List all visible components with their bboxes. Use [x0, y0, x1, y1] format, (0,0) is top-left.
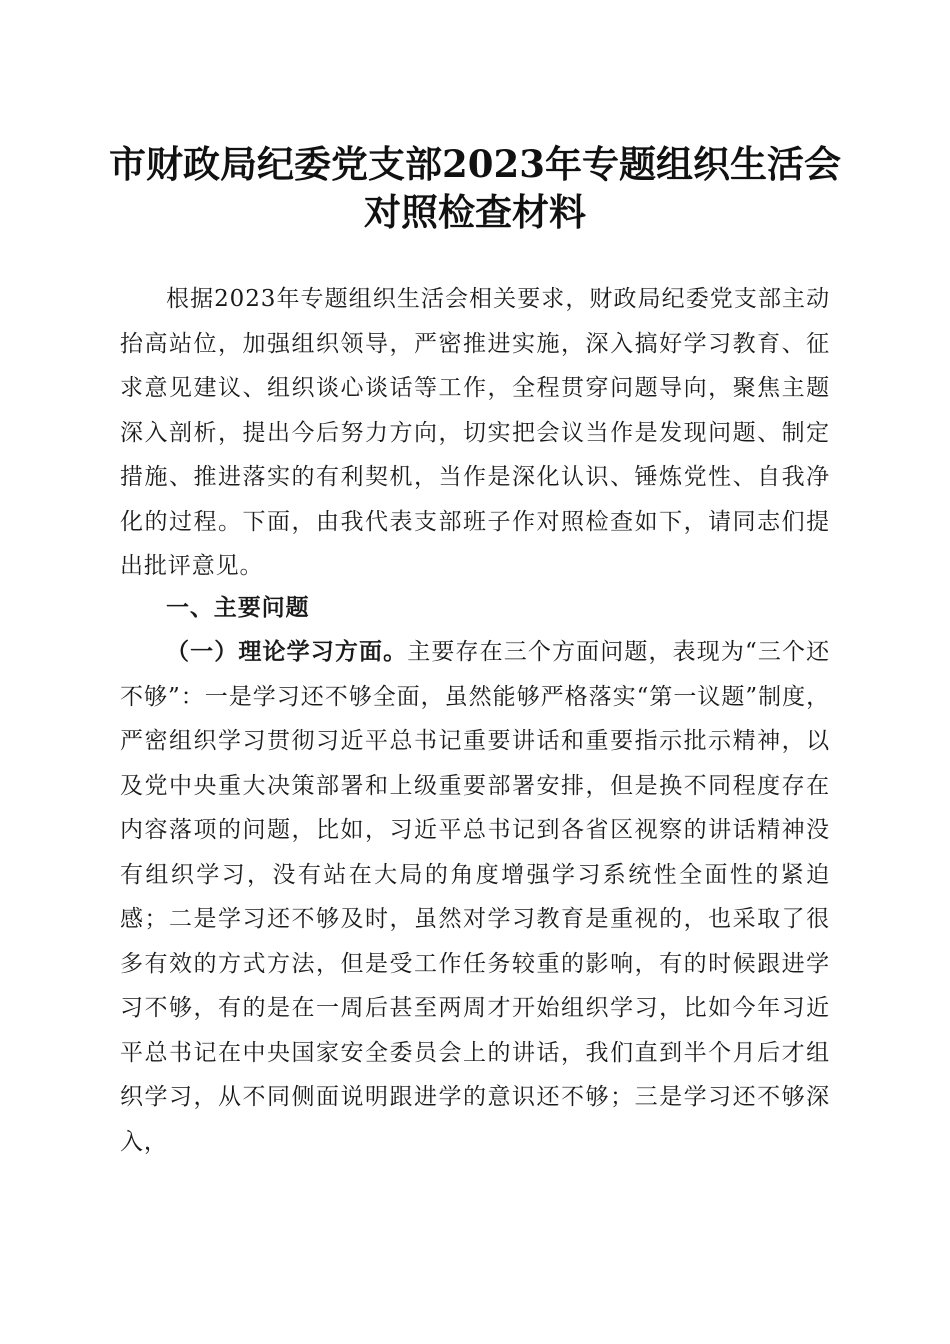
theory-study-paragraph — [120, 630, 830, 1164]
theory-study-section — [120, 630, 830, 1164]
intro-paragraph: 根据2023年专题组织生活会相关要求，财政局纪委党支部主动抬高站位，加强组织领导，严密推进实施，深入搞好学习教育、征求意见建议、组织谈心谈话等工作，全程贯穿问题导向，聚焦主题深入剖析，提出今后努力方向，切实把会议当作是发现问题、制定措施、推进落实的有利契机，当作是深化认识、锤炼党性、自我净化的过程。下面，由我代表支部班子作对照检查如下，请同志们提出批评意见。 — [120, 286, 830, 579]
document-title-line2: 对照检查材料 — [364, 190, 586, 234]
document-title-line1: 市财政局纪委党支部2023年专题组织生活会 — [109, 142, 841, 186]
subsection-heading-theory-study: （一）理论学习方面。 — [166, 639, 408, 665]
section-heading-main-problems: 一、主要问题 — [166, 595, 310, 621]
subsection-text-theory-study: 主要存在三个方面问题，表现为“三个还不够”：一是学习还不够全面，虽然能够严格落实“第一议题”制度，严密组织学习贯彻习近平总书记重要讲话和重要指示批示精神，以及党中央重大决策部署和上级重要部署安排，但是换不同程度存在内容落项的问题，比如，习近平总书记到各省区视察的讲话精神没有组织学习，没有站在大局的角度增强学习系统性全面性的紧迫感；二是学习还不够及时，虽然对学习教育是重视的，也采取了很多有效的方式方法，但是受工作任务较重的影响，有的时候跟进学习不够，有的是在一周后甚至两周才开始组织学习，比如今年习近平总书记在中央国家安全委员会上的讲话，我们直到半个月后才组织学习，从不同侧面说明跟进学的意识还不够；三是学习还不够深入， — [120, 639, 830, 1155]
section-heading-block — [120, 586, 830, 630]
intro-section — [120, 277, 830, 589]
